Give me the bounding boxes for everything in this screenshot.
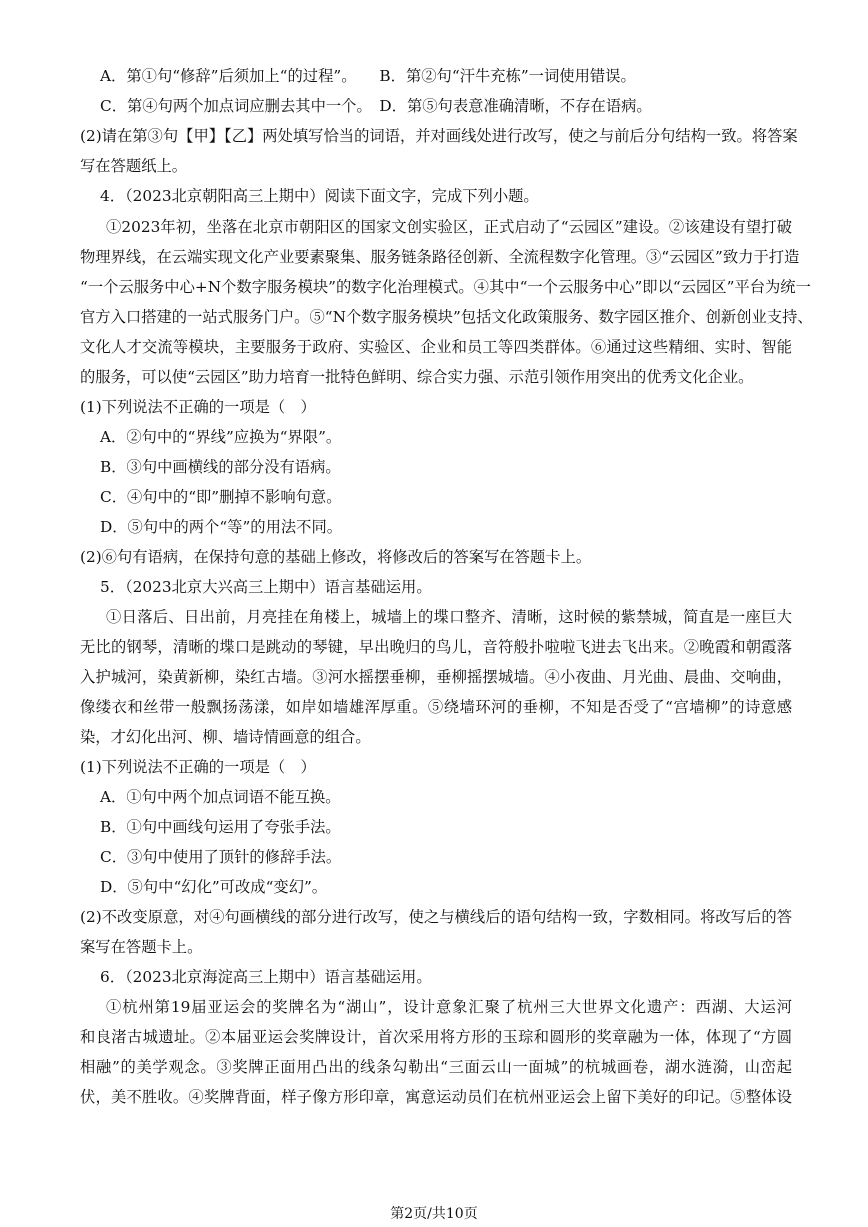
passage-line: 的服务，可以使“云园区”助力培育一批特色鲜明、综合实力强、示范引领作用突出的优秀文化企业。 xyxy=(80,368,754,386)
option-a: A．①句中两个加点词语不能互换。 xyxy=(100,788,341,806)
option-b: B．③句中画横线的部分没有语病。 xyxy=(100,458,341,476)
passage-line: 和良渚古城遗址。②本届亚运会奖牌设计，首次采用将方形的玉琮和圆形的奖章融为一体，体现了“方圆 xyxy=(80,1028,792,1046)
question-text: 写在答题纸上。 xyxy=(80,157,188,175)
passage-line: 文化人才交流等模块，主要服务于政府、实验区、企业和员工等四类群体。⑥通过这些精细、实时、智能 xyxy=(80,338,792,356)
passage-line: 染，才幻化出河、柳、墙诗情画意的组合。 xyxy=(80,728,371,746)
passage-line: 伏，美不胜收。④奖牌背面，样子像方形印章，寓意运动员们在杭州亚运会上留下美好的印记。⑤整体设 xyxy=(80,1088,792,1106)
option-c: C．④句中的“即”删掉不影响句意。 xyxy=(100,488,342,506)
passage-line: ①日落后、日出前，月亮挂在角楼上，城墙上的堞口整齐、清晰，这时候的紫禁城，简直是一座巨大 xyxy=(106,608,792,626)
question-heading-5: 5．（2023北京大兴高三上期中）语言基础运用。 xyxy=(100,578,432,596)
passage-line: ①2023年初，坐落在北京市朝阳区的国家文创实验区，正式启动了“云园区”建设。②该建设有望打破 xyxy=(106,218,792,236)
question-text: 案写在答题卡上。 xyxy=(80,938,203,956)
option-d: D．⑤句中“幻化”可改成“变幻”。 xyxy=(100,878,328,896)
passage-line: 物理界线，在云端实现文化产业要素聚集、服务链条路径创新、全流程数字化管理。③“云园区”致力于打造 xyxy=(80,248,800,266)
question-heading-6: 6．（2023北京海淀高三上期中）语言基础运用。 xyxy=(100,968,432,986)
passage-line: 官方入口搭建的一站式服务门户。⑤“N个数字服务模块”包括文化政策服务、数字园区推介、创新创业支持、 xyxy=(80,308,813,326)
passage-line: 无比的钢琴，清晰的堞口是跳动的琴键，早出晚归的鸟儿，音符般扑啦啦飞进去飞出来。②晚霞和朝霞落 xyxy=(80,638,792,656)
question-text: (2)请在第③句【甲】【乙】两处填写恰当的词语，并对画线处进行改写，使之与前后分句结构一致。将答案 xyxy=(80,127,798,145)
passage-line: 像缕衣和丝带一般飘扬荡漾，如岸如墙雄浑厚重。⑤绕墙环河的垂柳，不知是否受了“宫墙柳”的诗意感 xyxy=(80,698,792,716)
passage-line: “一个云服务中心+N个数字服务模块”的数字化治理模式。④其中“一个云服务中心”即以“云园区”平台为统一 xyxy=(80,278,811,296)
question-text: (1)下列说法不正确的一项是（ ） xyxy=(80,398,316,416)
passage-line: ①杭州第19届亚运会的奖牌名为“湖山”，设计意象汇聚了杭州三大世界文化遗产：西湖、大运河 xyxy=(106,998,792,1016)
passage-line: 入护城河，染黄新柳，染红古墙。③河水摇摆垂柳，垂柳摇摆城墙。④小夜曲、月光曲、晨曲、交响曲， xyxy=(80,668,792,686)
option-c: C．③句中使用了顶针的修辞手法。 xyxy=(100,848,342,866)
option-line-ab: A．第①句“修辞”后须加上“的过程”。 B．第②句“汗牛充栋”一词使用错误。 xyxy=(100,67,636,85)
question-text: (2)⑥句有语病，在保持句意的基础上修改，将修改后的答案写在答题卡上。 xyxy=(80,548,592,566)
question-text: (1)下列说法不正确的一项是（ ） xyxy=(80,758,316,776)
question-text: (2)不改变原意，对④句画横线的部分进行改写，使之与横线后的语句结构一致，字数相同。将改写后的答 xyxy=(80,908,792,926)
passage-line: 相融”的美学观念。③奖牌正面用凸出的线条勾勒出“三面云山一面城”的杭城画卷，湖水涟漪，山峦起 xyxy=(80,1058,792,1076)
page-number: 第2页/共10页 xyxy=(390,1206,478,1222)
question-heading-4: 4．（2023北京朝阳高三上期中）阅读下面文字，完成下列小题。 xyxy=(100,187,539,205)
option-a: A．②句中的“界线”应换为“界限”。 xyxy=(100,428,342,446)
option-b: B．①句中画线句运用了夸张手法。 xyxy=(100,818,341,836)
option-d: D．⑤句中的两个“等”的用法不同。 xyxy=(100,518,343,536)
option-line-cd: C．第④句两个加点词应删去其中一个。 D．第⑤句表意准确清晰，不存在语病。 xyxy=(100,97,652,115)
